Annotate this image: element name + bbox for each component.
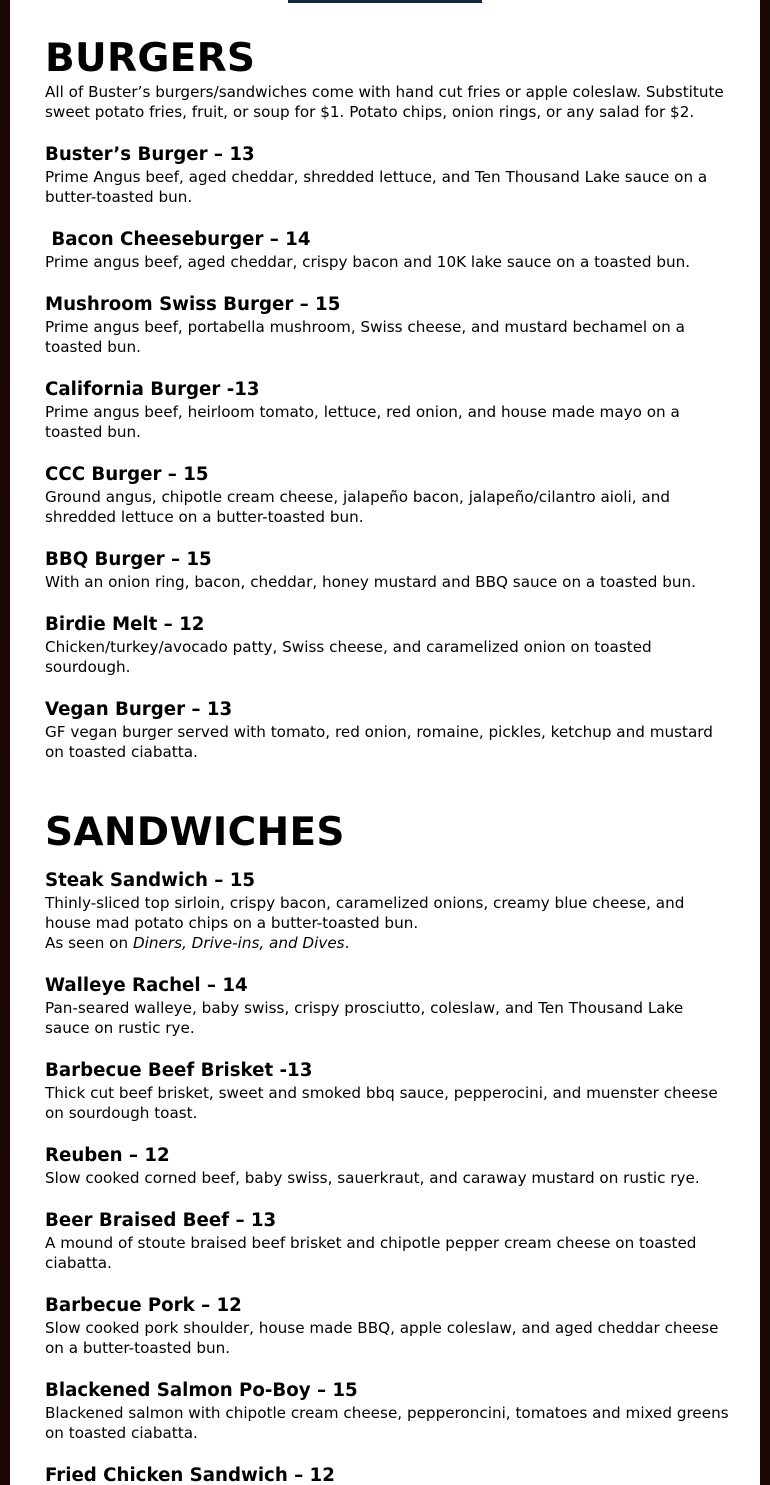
- item-name: Reuben – 12: [45, 1145, 170, 1166]
- item-description: GF vegan burger served with tomato, red onion, romaine, pickles, ketchup and mustard on toasted ciabatta.: [45, 723, 713, 761]
- item-name: Buster’s Burger – 13: [45, 144, 255, 165]
- item-description: Prime angus beef, aged cheddar, crispy bacon and 10K lake sauce on a toasted bun.: [45, 253, 691, 271]
- item-description: Ground angus, chipotle cream cheese, jalapeño bacon, jalapeño/cilantro aioli, and shredded lettuce on a butter-toasted bun.: [45, 488, 670, 526]
- menu-item-vegan-burger: [45, 699, 730, 762]
- item-name: Steak Sandwich – 15: [45, 870, 255, 891]
- menu-item-steak-sandwich: [45, 870, 730, 953]
- burgers-section: [45, 36, 730, 762]
- menu-item-ccc-burger: [45, 464, 730, 527]
- item-description: Prime Angus beef, aged cheddar, shredded lettuce, and Ten Thousand Lake sauce on a butter-toasted bun.: [45, 168, 708, 206]
- menu-item-california-burger: [45, 379, 730, 442]
- item-name: Vegan Burger – 13: [45, 699, 233, 720]
- note-show-title: Diners, Drive-ins, and Dives: [132, 934, 345, 952]
- burgers-intro: All of Buster’s burgers/sandwiches come with hand cut fries or apple coleslaw. Substitute sweet potato fries, fruit, or soup for $1. Potato chips, onion rings, or any salad for $2.: [45, 83, 724, 121]
- item-name: CCC Burger – 15: [45, 464, 209, 485]
- menu-item-walleye-rachel: [45, 975, 730, 1038]
- section-title-burgers: BURGERS: [45, 36, 256, 81]
- section-spacer: [45, 762, 730, 802]
- menu-item-beer-braised-beef: [45, 1210, 730, 1273]
- menu-item-bacon-cheeseburger: [45, 229, 730, 272]
- header-tab-bar: [288, 0, 482, 3]
- item-name: Barbecue Pork – 12: [45, 1295, 242, 1316]
- menu-content: [45, 36, 730, 1485]
- item-name: Barbecue Beef Brisket -13: [45, 1060, 313, 1081]
- item-name: Walleye Rachel – 14: [45, 975, 248, 996]
- item-name: Beer Braised Beef – 13: [45, 1210, 277, 1231]
- item-description: With an onion ring, bacon, cheddar, honey mustard and BBQ sauce on a toasted bun.: [45, 573, 696, 591]
- item-name: Fried Chicken Sandwich – 12: [45, 1465, 335, 1485]
- menu-item-barbecue-beef-brisket: [45, 1060, 730, 1123]
- item-description: Slow cooked pork shoulder, house made BBQ, apple coleslaw, and aged cheddar cheese on a butter-toasted bun.: [45, 1319, 719, 1357]
- item-name: Birdie Melt – 12: [45, 614, 205, 635]
- item-name: BBQ Burger – 15: [45, 549, 212, 570]
- menu-item-reuben: [45, 1145, 730, 1188]
- menu-item-blackened-salmon-po-boy: [45, 1380, 730, 1443]
- menu-page: [10, 0, 760, 1485]
- note-suffix: .: [344, 934, 350, 952]
- item-description: Prime angus beef, portabella mushroom, Swiss cheese, and mustard bechamel on a toasted bun.: [45, 318, 685, 356]
- item-description: A mound of stoute braised beef brisket and chipotle pepper cream cheese on toasted ciabatta.: [45, 1234, 697, 1272]
- section-title-sandwiches: SANDWICHES: [45, 810, 345, 855]
- menu-item-mushroom-swiss-burger: [45, 294, 730, 357]
- item-note: [45, 933, 730, 953]
- item-name: Mushroom Swiss Burger – 15: [45, 294, 341, 315]
- menu-item-barbecue-pork: [45, 1295, 730, 1358]
- item-description: Thinly-sliced top sirloin, crispy bacon, caramelized onions, creamy blue cheese, and house mad potato chips on a butter-toasted bun.: [45, 894, 685, 932]
- note-prefix: As seen on: [45, 934, 133, 952]
- item-description: Chicken/turkey/avocado patty, Swiss cheese, and caramelized onion on toasted sourdough.: [45, 638, 652, 676]
- item-description: Pan-seared walleye, baby swiss, crispy prosciutto, coleslaw, and Ten Thousand Lake sauce on rustic rye.: [45, 999, 684, 1037]
- item-description: Slow cooked corned beef, baby swiss, sauerkraut, and caraway mustard on rustic rye.: [45, 1169, 700, 1187]
- menu-item-busters-burger: [45, 144, 730, 207]
- item-description: Thick cut beef brisket, sweet and smoked bbq sauce, pepperocini, and muenster cheese on sourdough toast.: [45, 1084, 718, 1122]
- item-name: Bacon Cheeseburger – 14: [45, 229, 311, 250]
- menu-item-bbq-burger: [45, 549, 730, 592]
- menu-item-fried-chicken-sandwich: [45, 1465, 730, 1485]
- item-name: Blackened Salmon Po-Boy – 15: [45, 1380, 358, 1401]
- sandwiches-section: [45, 810, 730, 1485]
- menu-item-birdie-melt: [45, 614, 730, 677]
- item-name: California Burger -13: [45, 379, 260, 400]
- item-description: Blackened salmon with chipotle cream cheese, pepperoncini, tomatoes and mixed greens on toasted ciabatta.: [45, 1404, 729, 1442]
- item-description: Prime angus beef, heirloom tomato, lettuce, red onion, and house made mayo on a toasted bun.: [45, 403, 680, 441]
